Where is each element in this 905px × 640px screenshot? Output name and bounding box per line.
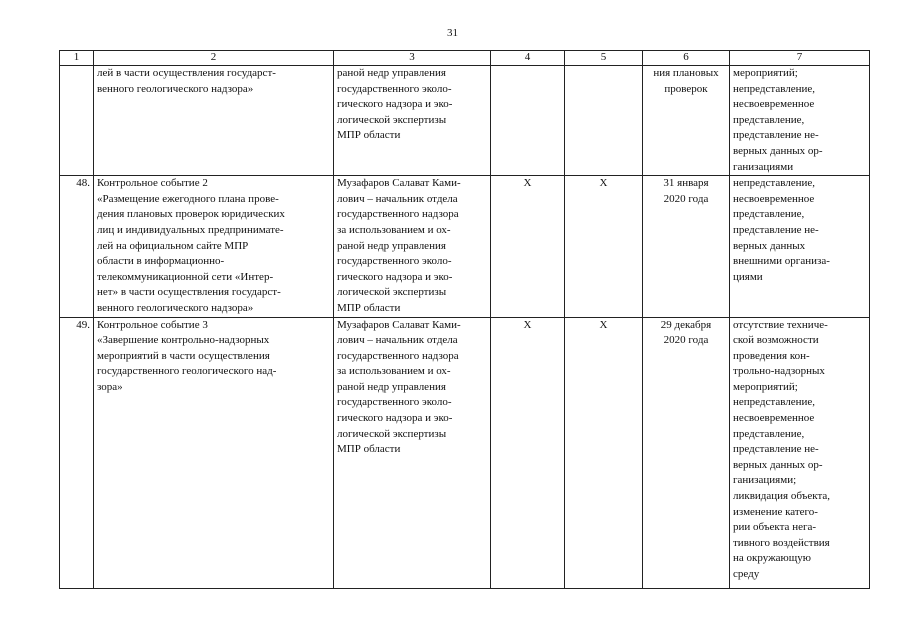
event-description-cell bbox=[94, 66, 334, 176]
table-row bbox=[60, 176, 870, 317]
text-line: проверок bbox=[664, 82, 708, 95]
event-description-cell bbox=[94, 317, 334, 588]
text-line: за использованием и ох- bbox=[337, 365, 451, 378]
text-line: несвоевременное bbox=[733, 98, 815, 111]
text-line: тивного воздействия bbox=[733, 536, 830, 549]
text-line: зора» bbox=[97, 380, 123, 393]
text-line: Контрольное событие 3 bbox=[97, 318, 208, 331]
text-line: Контрольное событие 2 bbox=[97, 177, 208, 190]
col5-cell bbox=[565, 66, 643, 176]
text-line: 2020 года bbox=[663, 334, 709, 347]
column-header: 4 bbox=[491, 51, 565, 66]
text-line: ской возможности bbox=[733, 334, 819, 347]
risk-cell bbox=[730, 317, 870, 588]
col4-cell: X bbox=[491, 176, 565, 317]
text-line: «Завершение контрольно-надзорных bbox=[97, 334, 270, 347]
text-line: лей на официальном сайте МПР bbox=[97, 239, 249, 252]
text-line: изменение катего- bbox=[733, 505, 818, 518]
table-header-row bbox=[60, 51, 870, 66]
text-line: представление не- bbox=[733, 443, 819, 456]
column-header: 6 bbox=[643, 51, 730, 66]
text-line: логической экспертизы bbox=[337, 427, 447, 440]
text-line: представление не- bbox=[733, 223, 819, 236]
text-line: государственного надзора bbox=[337, 349, 459, 362]
text-line: лович – начальник отдела bbox=[337, 192, 458, 205]
text-line: трольно-надзорных bbox=[733, 365, 825, 378]
text-line: представление не- bbox=[733, 129, 819, 142]
col4-cell: X bbox=[491, 317, 565, 588]
date-cell bbox=[643, 317, 730, 588]
risk-cell bbox=[730, 176, 870, 317]
text-line: ния плановых bbox=[653, 67, 719, 79]
text-line: МПР области bbox=[337, 443, 401, 456]
text-line: МПР области bbox=[337, 129, 401, 142]
text-line: ганизациями; bbox=[733, 474, 797, 487]
text-line: раной недр управления bbox=[337, 239, 446, 252]
column-header: 1 bbox=[60, 51, 94, 66]
text-line: логической экспертизы bbox=[337, 286, 447, 299]
responsible-cell bbox=[334, 66, 491, 176]
text-line: раной недр управления bbox=[337, 380, 446, 393]
text-line: государственного надзора bbox=[337, 208, 459, 221]
text-line: мероприятий; bbox=[733, 67, 798, 79]
responsible-cell bbox=[334, 176, 491, 317]
text-line: 2020 года bbox=[663, 192, 709, 205]
text-line: мероприятий в части осуществления bbox=[97, 349, 270, 362]
risk-cell bbox=[730, 66, 870, 176]
column-header: 7 bbox=[730, 51, 870, 66]
text-line: венного геологического надзора» bbox=[97, 301, 254, 314]
text-line: лей в части осуществления государст- bbox=[97, 67, 276, 79]
col5-cell: X bbox=[565, 317, 643, 588]
column-header: 2 bbox=[94, 51, 334, 66]
text-line: государственного эколо- bbox=[337, 255, 452, 268]
text-line: государственного эколо- bbox=[337, 82, 452, 95]
col4-cell bbox=[491, 66, 565, 176]
row-number: 49. bbox=[60, 317, 94, 588]
text-line: несвоевременное bbox=[733, 192, 815, 205]
responsible-cell bbox=[334, 317, 491, 588]
text-line: лиц и индивидуальных предпринимате- bbox=[97, 223, 284, 236]
text-line: гического надзора и эко- bbox=[337, 270, 453, 283]
text-line: 29 декабря bbox=[660, 318, 712, 331]
text-line: МПР области bbox=[337, 301, 401, 314]
text-line: венного геологического надзора» bbox=[97, 82, 254, 95]
text-line: верных данных ор- bbox=[733, 458, 823, 471]
date-cell bbox=[643, 176, 730, 317]
text-line: нет» в части осуществления государст- bbox=[97, 286, 281, 299]
text-line: лович – начальник отдела bbox=[337, 334, 458, 347]
text-line: отсутствие техниче- bbox=[733, 318, 828, 331]
text-line: мероприятий; bbox=[733, 380, 798, 393]
event-description-cell bbox=[94, 176, 334, 317]
text-line: несвоевременное bbox=[733, 412, 815, 425]
text-line: ликвидация объекта, bbox=[733, 490, 831, 503]
text-line: логической экспертизы bbox=[337, 113, 447, 126]
text-line: верных данных ор- bbox=[733, 144, 823, 157]
column-header: 5 bbox=[565, 51, 643, 66]
text-line: рии объекта нега- bbox=[733, 521, 817, 534]
text-line: непредставление, bbox=[733, 177, 816, 190]
column-header: 3 bbox=[334, 51, 491, 66]
text-line: среду bbox=[733, 568, 760, 580]
text-line: гического надзора и эко- bbox=[337, 412, 453, 425]
text-line: Музафаров Салават Ками- bbox=[337, 318, 461, 331]
text-line: представление, bbox=[733, 208, 805, 221]
col5-cell: X bbox=[565, 176, 643, 317]
text-line: циями bbox=[733, 270, 763, 283]
text-line: дения плановых проверок юридических bbox=[97, 208, 285, 221]
text-line: государственного геологического над- bbox=[97, 365, 277, 378]
table-row bbox=[60, 317, 870, 588]
text-line: ганизациями bbox=[733, 160, 794, 173]
text-line: «Размещение ежегодного плана прове- bbox=[97, 192, 279, 205]
text-line: проведения кон- bbox=[733, 349, 810, 362]
row-number bbox=[60, 66, 94, 176]
document-table bbox=[59, 50, 870, 589]
text-line: верных данных bbox=[733, 239, 806, 252]
text-line: телекоммуникационной сети «Интер- bbox=[97, 270, 274, 283]
text-line: на окружающую bbox=[733, 552, 811, 565]
page-number: 31 bbox=[447, 27, 458, 39]
text-line: государственного эколо- bbox=[337, 396, 452, 409]
date-cell bbox=[643, 66, 730, 176]
table-row bbox=[60, 66, 870, 176]
text-line: гического надзора и эко- bbox=[337, 98, 453, 111]
text-line: 31 января bbox=[663, 177, 709, 190]
row-number: 48. bbox=[60, 176, 94, 317]
text-line: внешними организа- bbox=[733, 255, 830, 268]
text-line: представление, bbox=[733, 113, 805, 126]
text-line: непредставление, bbox=[733, 396, 816, 409]
text-line: Музафаров Салават Ками- bbox=[337, 177, 461, 190]
text-line: представление, bbox=[733, 427, 805, 440]
text-line: непредставление, bbox=[733, 82, 816, 95]
text-line: за использованием и ох- bbox=[337, 223, 451, 236]
text-line: области в информационно- bbox=[97, 255, 225, 268]
text-line: раной недр управления bbox=[337, 67, 446, 79]
